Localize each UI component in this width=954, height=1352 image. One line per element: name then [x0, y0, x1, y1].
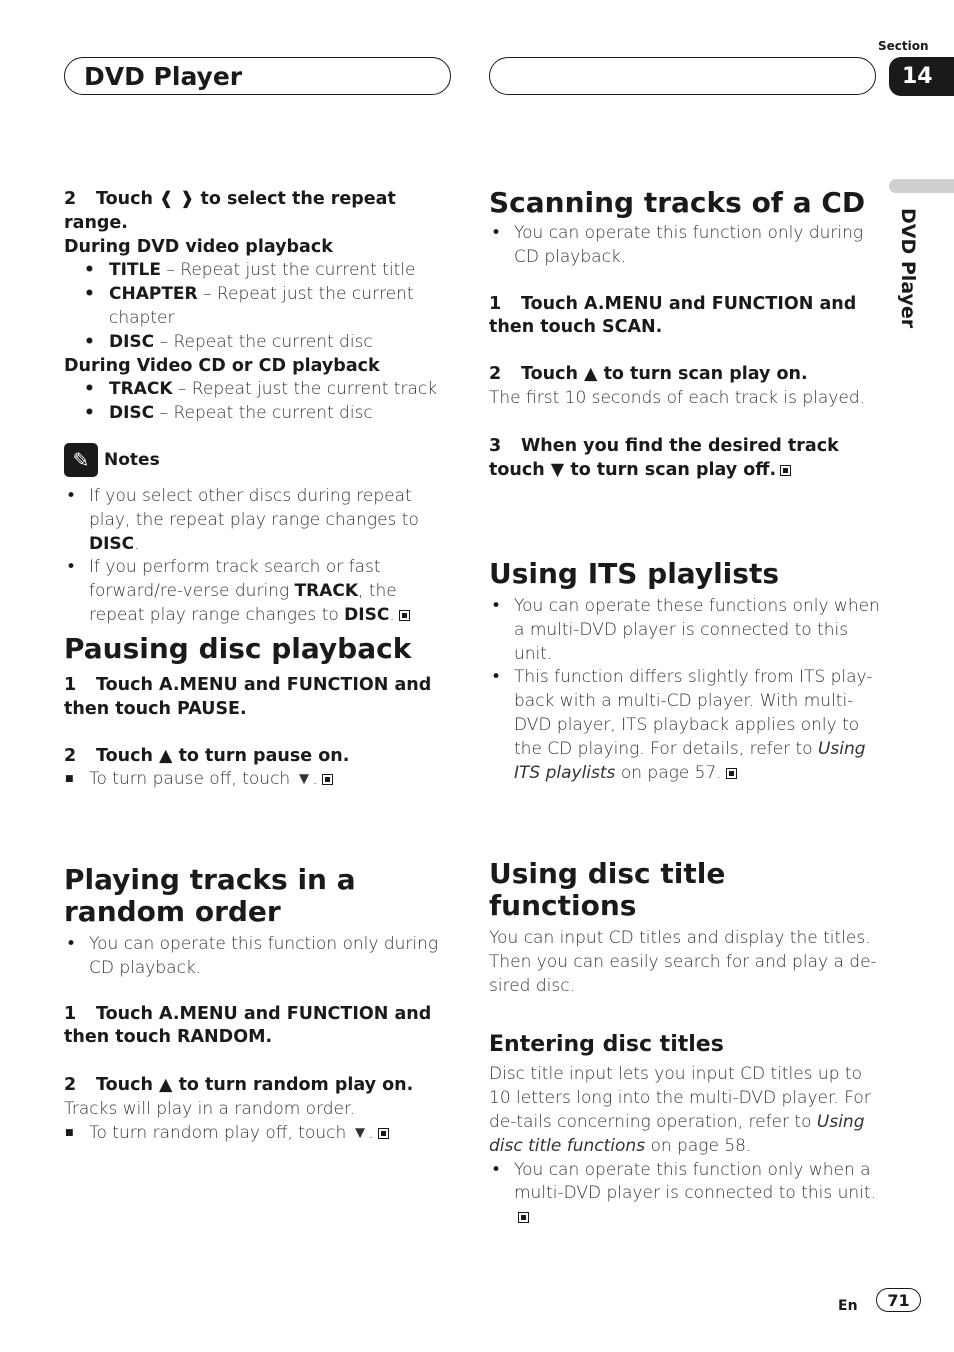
section-title: DVD Player: [84, 62, 243, 91]
pause-step-2: 2 Touch ▲ to turn pause on.: [64, 745, 350, 766]
side-tab: [889, 179, 954, 193]
notes-header: [64, 443, 456, 477]
end-mark-icon: [518, 1212, 529, 1223]
blank-header-pill: [489, 57, 876, 95]
list-item: • You can operate this function only when a multi-DVD player is connected to this unit.: [489, 1159, 881, 1230]
scan-step-1: 1 Touch A.MENU and FUNCTION and then touch SCAN.: [489, 293, 857, 338]
list-item: • TRACK – Repeat just the current track: [64, 378, 456, 402]
tip-item: ■ To turn pause off, touch ▼.: [64, 768, 456, 792]
left-column: [64, 188, 456, 628]
pause-step-1: 1 Touch A.MENU and FUNCTION and then touch PAUSE.: [64, 675, 432, 719]
end-mark-icon: [378, 1128, 389, 1139]
end-mark-icon: [399, 610, 410, 621]
scan-bullets: [489, 222, 881, 270]
list-item: • You can operate this function only during CD playback.: [489, 222, 881, 270]
pause-tips: [64, 768, 456, 792]
list-item: • You can operate these functions only when a multi-DVD player is connected to this unit.: [489, 595, 881, 666]
list-item: • You can operate this function only during CD playback.: [64, 933, 456, 981]
scan-step-2: 2 Touch ▲ to turn scan play on.: [489, 364, 808, 385]
page-number: 71: [876, 1288, 921, 1312]
vcd-heading: During Video CD or CD playback: [64, 355, 380, 376]
scan-result: The first 10 seconds of each track is played.: [489, 387, 866, 408]
scanning-section: [489, 187, 881, 482]
repeat-step-2: 2 Touch ❰ ❱ to select the repeat range.: [64, 189, 396, 233]
end-mark-icon: [726, 768, 737, 779]
disc-title-section: [489, 858, 881, 1230]
pencil-note-icon: ✎: [64, 443, 98, 477]
subsection-heading: Entering disc titles: [489, 1032, 724, 1058]
list-item: • TITLE – Repeat just the current title: [64, 259, 456, 283]
vcd-list: [64, 378, 456, 426]
random-bullets: [64, 933, 456, 981]
note-item: • If you select other discs during repeat play, the repeat play range changes to DISC.: [64, 485, 456, 556]
section-heading: Pausing disc playback: [64, 632, 412, 665]
section-title-pill: [64, 57, 451, 95]
dvd-video-heading: During DVD video playback: [64, 236, 333, 257]
random-step-2: 2 Touch ▲ to turn random play on.: [64, 1075, 414, 1096]
random-step-1: 1 Touch A.MENU and FUNCTION and then touch RANDOM.: [64, 1003, 432, 1048]
note-item: • If you perform track search or fast forward/re-verse during TRACK, the repeat play range changes to DISC.: [64, 556, 456, 627]
side-tab-label: DVD Player: [897, 208, 919, 329]
its-bullets: [489, 595, 881, 785]
section-heading: Playing tracks in a random order: [64, 863, 356, 928]
section-heading: Using ITS playlists: [489, 557, 779, 590]
end-mark-icon: [780, 465, 791, 476]
disc-title-bullets: [489, 1159, 881, 1230]
dvd-video-list: [64, 259, 456, 354]
notes-label: Notes: [104, 449, 160, 470]
list-item: • This function differs slightly from ITS play-back with a multi-CD player. With multi-DVD player, ITS playback applies only to the CD playing. For details, refer to Using ITS playlists on page 57.: [489, 666, 881, 785]
random-section: [64, 864, 456, 1146]
notes-list: [64, 485, 456, 628]
scan-step-3: 3 When you find the desired track touch ▼ to turn scan play off.: [489, 435, 839, 480]
section-heading: Using disc title functions: [489, 857, 726, 922]
tip-item: ■ To turn random play off, touch ▼.: [64, 1122, 456, 1146]
disc-title-intro: You can input CD titles and display the titles. Then you can easily search for and play a de-sired disc.: [489, 928, 877, 996]
end-mark-icon: [322, 774, 333, 785]
section-label: Section: [878, 39, 929, 53]
disc-title-paragraph: Disc title input lets you input CD titles up to 10 letters long into the multi-DVD player. For de-tails concerning operation, refer to Using disc title functions on page 58.: [489, 1064, 871, 1156]
its-section: [489, 558, 881, 785]
language-code: En: [838, 1298, 858, 1314]
random-result: Tracks will play in a random order.: [64, 1098, 355, 1119]
list-item: • CHAPTER – Repeat just the current chapter: [64, 283, 456, 331]
list-item: • DISC – Repeat the current disc: [64, 402, 456, 426]
section-number-badge: 14: [889, 57, 954, 96]
list-item: • DISC – Repeat the current disc: [64, 331, 456, 355]
section-heading: Scanning tracks of a CD: [489, 186, 866, 219]
pausing-section: [64, 633, 456, 792]
random-tips: [64, 1122, 456, 1146]
